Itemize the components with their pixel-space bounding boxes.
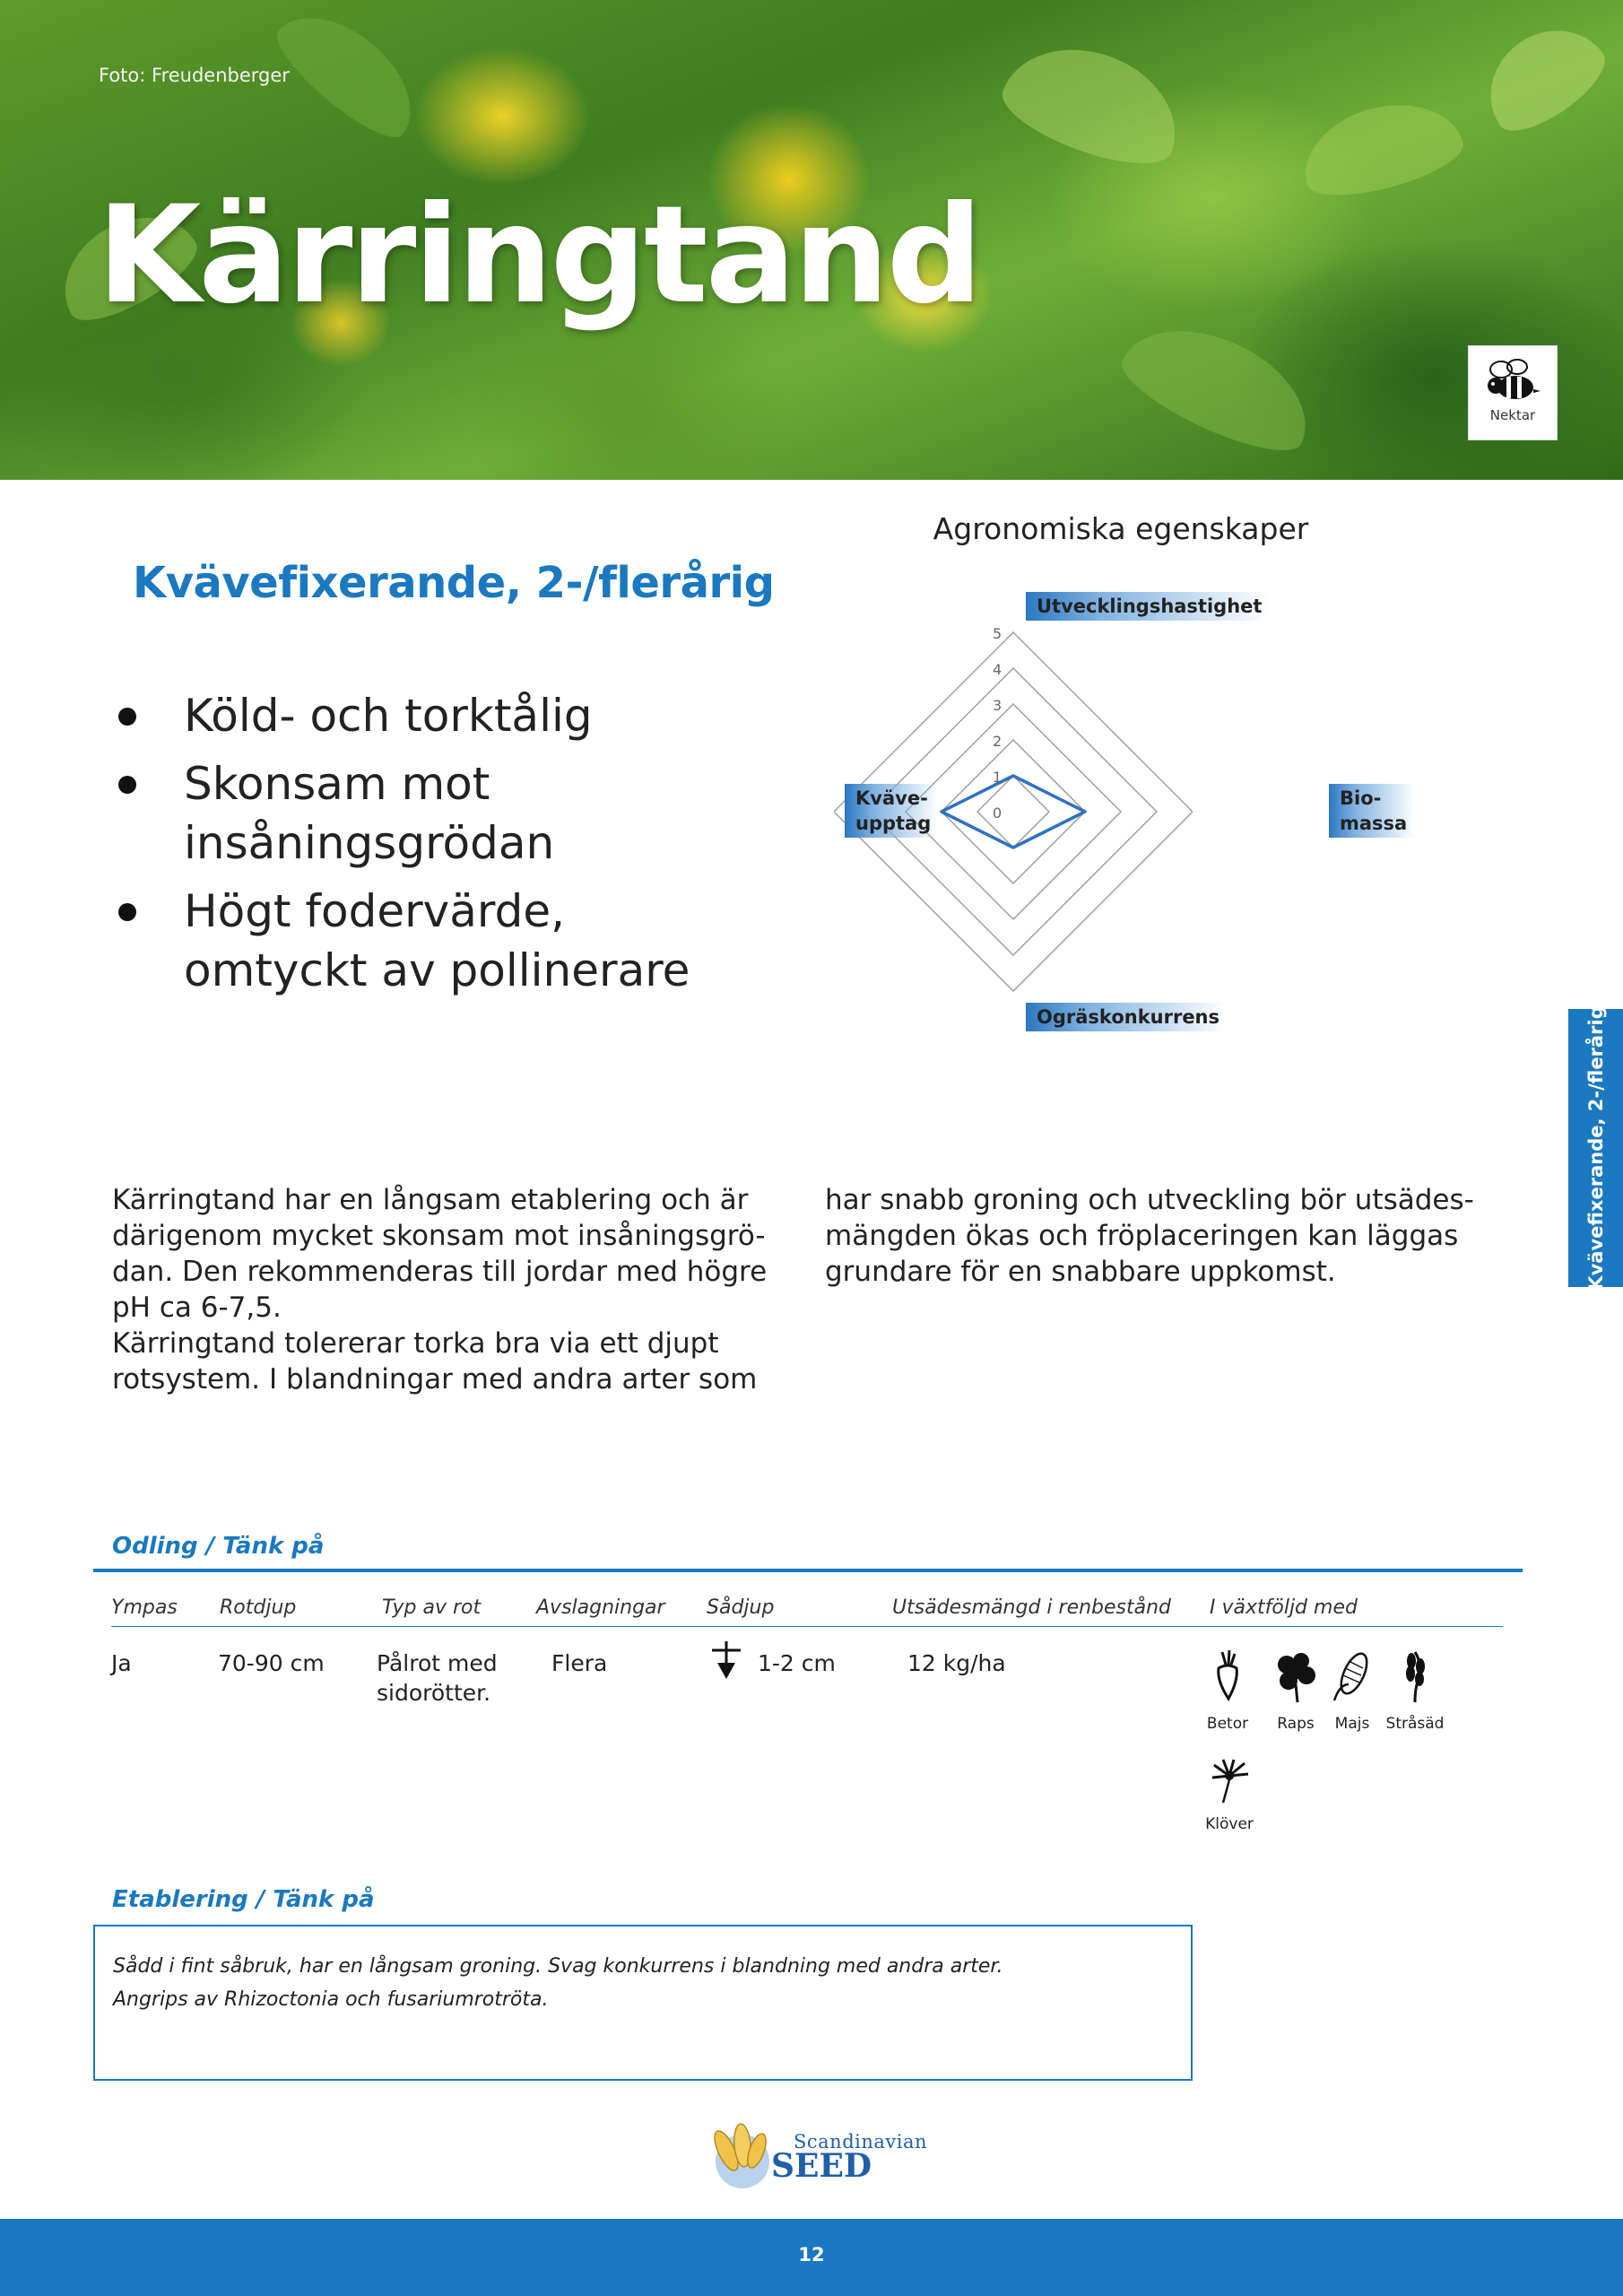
crop-betor [1192,1648,1263,1733]
cell-utsade: 12 kg/ha [907,1650,1006,1676]
page-number: 12 [798,2244,825,2266]
etablering-box [93,1925,1193,2081]
radar-tick-label: 5 [993,625,1002,642]
radar-grid-ring [942,740,1085,883]
beet-icon [1210,1648,1245,1704]
radar-tick-label: 4 [993,661,1002,678]
clover-icon [1207,1758,1252,1805]
side-tab-label: Kvävefixerande, 2-/flerårig [1584,1005,1607,1291]
axis-label-right-1: Bio- [1340,787,1382,809]
bullet-dot [118,708,136,726]
col-header-rotdjup: Rotdjup [220,1596,297,1619]
axis-label-left-2: upptag [855,813,932,834]
crop-label: Betor [1206,1715,1249,1733]
bullet-list [108,686,735,1009]
crop-label: Majs [1334,1715,1370,1733]
etablering-line-2: Angrips av Rhizoctonia och fusariumrotröta. [113,1988,549,2011]
col-header-utsade: Utsädesmängd i renbestånd [892,1596,1172,1619]
cell-sadjup: 1-2 cm [758,1650,836,1676]
subtitle: Kvävefixerande, 2-/flerårig [133,558,775,608]
cell-ympas: Ja [111,1650,132,1676]
nektar-label: Nektar [1489,407,1536,423]
corn-icon [1327,1648,1377,1704]
odling-rule [93,1569,1523,1572]
radar-tick-label: 1 [993,769,1002,786]
page-title: Kärringtand [97,178,981,334]
crop-strasad [1379,1648,1451,1733]
radar-series-line [942,776,1085,848]
rapeseed-icon [1271,1648,1321,1704]
side-tab[interactable] [1568,1005,1623,1291]
bullet-item [108,686,735,745]
crop-label: Stråsäd [1385,1715,1445,1733]
col-header-sadjup: Sådjup [707,1596,775,1619]
radar-grid-ring [977,776,1049,848]
axis-label-bottom: Ogräskonkurrens [1026,1003,1227,1031]
col-header-ympas: Ympas [111,1596,178,1619]
bullet-text: Skonsam mot insåningsgrödan [184,758,555,869]
logo-text-top: Scandinavian [794,2131,928,2152]
scandinavian-seed-logo[interactable] [699,2117,933,2193]
bullet-dot [118,776,136,794]
cell-typ: Pålrot med sidorötter. [377,1650,498,1706]
axis-label-right [1329,784,1414,838]
bee-icon [1481,357,1544,407]
bullet-text: Högt fodervärde, omtyckt av pollinerare [184,885,690,996]
logo-text-bottom: SEED [771,2147,872,2185]
etablering-heading: Etablering / Tänk på [112,1886,375,1913]
bullet-item [108,882,735,1000]
axis-label-left [845,784,938,838]
bullet-text: Köld- och torktålig [184,690,593,742]
odling-heading: Odling / Tänk på [112,1533,325,1560]
nektar-badge [1468,345,1558,440]
sowing-depth-icon [708,1641,744,1681]
hero-photo [0,0,1623,480]
col-header-typ: Typ av rot [382,1596,482,1619]
bullet-dot [118,903,136,921]
axis-label-left-1: Kväve- [855,787,928,809]
axis-label-right-2: massa [1340,813,1408,834]
col-header-avslag: Avslagningar [536,1596,665,1619]
footer-bar [0,2219,1623,2296]
radar-tick-label: 0 [993,804,1002,822]
body-text-col1: Kärringtand har en långsam etablering och är därigenom mycket skonsam mot insåningsgrö- dan. Den rekommenderas till jordar med högre pH ca 6-7,5. Kärringtand tolererar torka bra via ett djupt rotsystem. I blandningar med andra arter som [112,1184,768,1396]
etablering-line-1: Sådd i fint såbruk, har en långsam groning. Svag konkurrens i blandning med andra arter. [113,1955,1003,1978]
crop-klover [1193,1758,1265,1833]
cell-rotdjup: 70-90 cm [218,1650,325,1676]
crop-majs [1316,1648,1388,1733]
col-header-vaxtfoljd: I växtföljd med [1210,1596,1358,1619]
bullet-item [108,754,735,873]
body-text-col2: har snabb groning och utveckling bör utsädes- mängden ökas och fröplaceringen kan läggas grundare för en snabbare uppkomst. [825,1184,1474,1288]
cell-avslag: Flera [551,1650,608,1676]
radar-tick-label: 2 [993,733,1002,750]
crop-label: Klöver [1205,1815,1254,1833]
grain-icon [1397,1648,1433,1704]
radar-tick-label: 3 [993,697,1002,714]
table-header-rule [111,1626,1503,1627]
crop-label: Raps [1277,1715,1315,1733]
axis-label-top: Utvecklingshastighet [1026,592,1269,621]
chart-title: Agronomiska egenskaper [933,511,1309,546]
photo-credit: Foto: Freudenberger [99,65,290,86]
